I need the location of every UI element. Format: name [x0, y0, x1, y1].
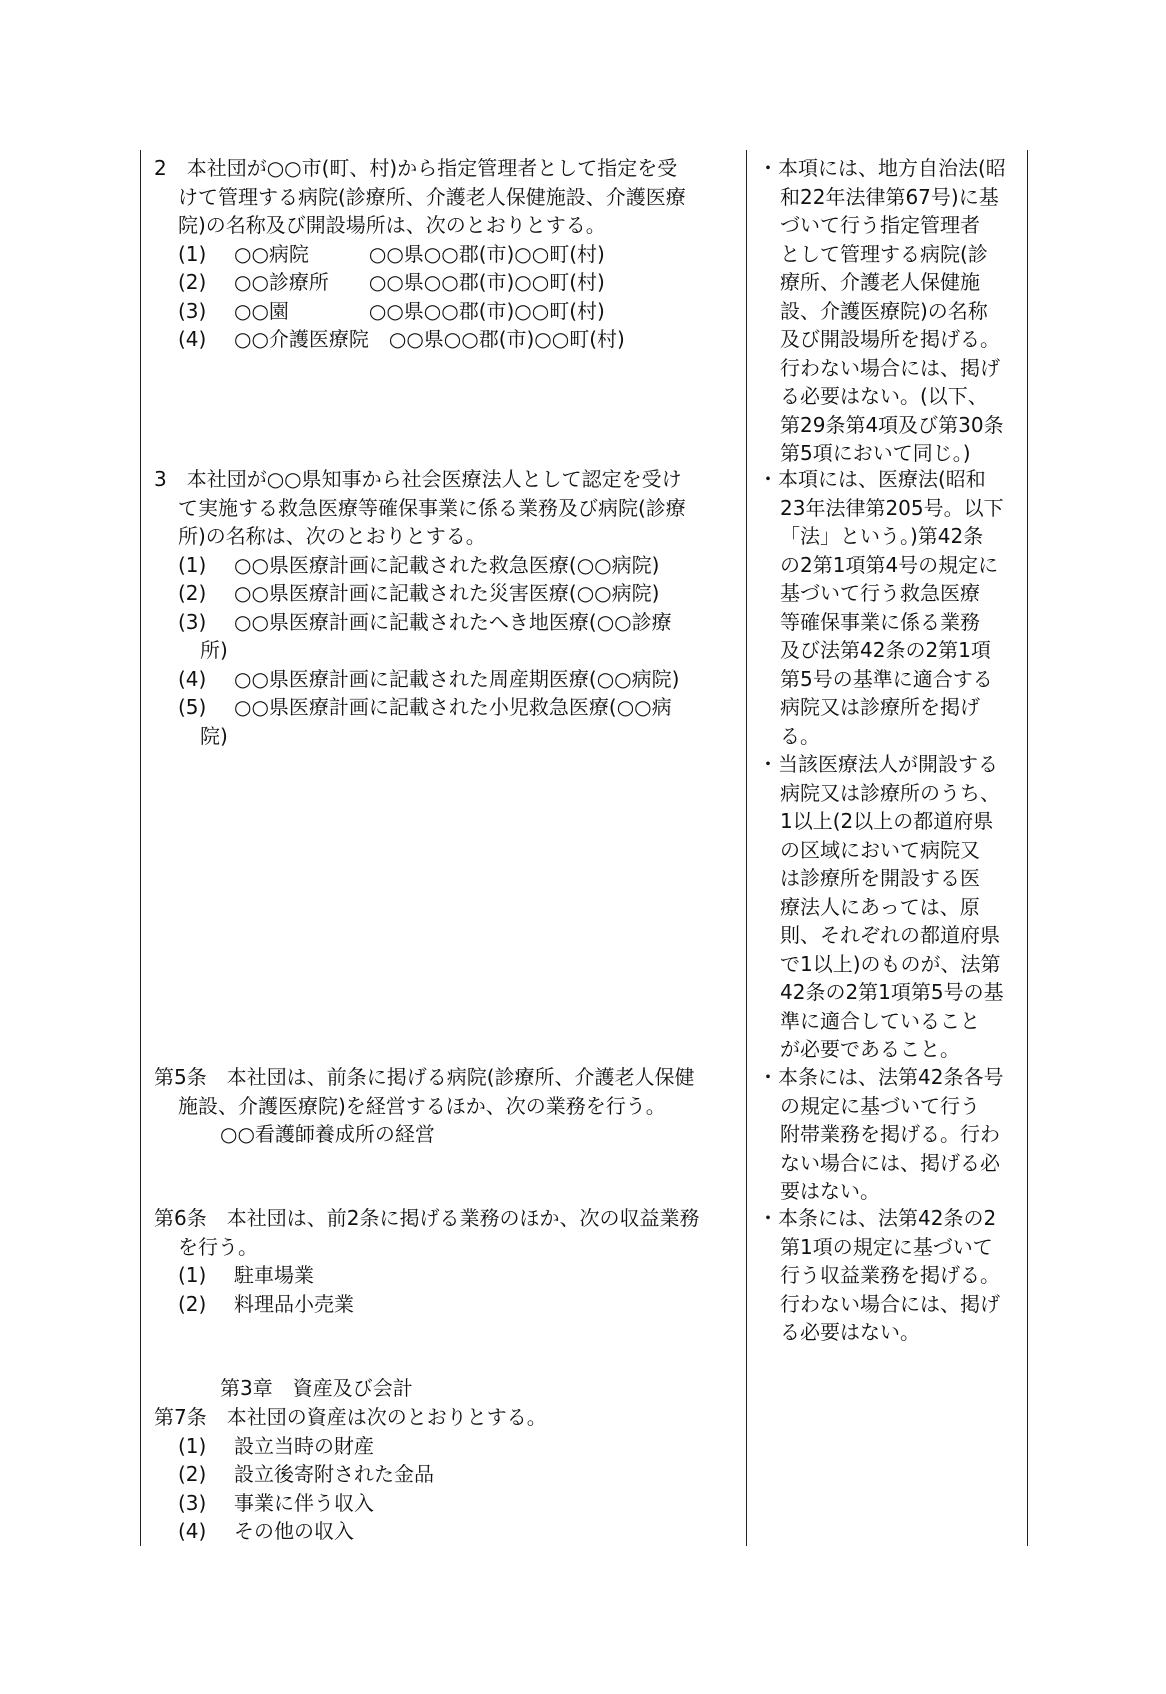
- note-line: 療所、介護老人保健施: [780, 270, 980, 294]
- note-line: 和22年法律第67号)に基: [780, 184, 999, 209]
- note-line: は診療所を開設する医: [780, 866, 980, 890]
- item-number: (1): [178, 552, 207, 577]
- item-number: (1): [178, 1433, 207, 1458]
- note-line: る必要はない。(以下、: [780, 384, 988, 408]
- item-text: ○○県医療計画に記載された災害医療(○○病院): [234, 581, 660, 605]
- item-number: (1): [178, 241, 207, 266]
- item-text: 設立当時の財産: [234, 1433, 374, 1458]
- item-number: (2): [178, 270, 207, 294]
- article5: [154, 1063, 695, 1149]
- article7-item-4: [154, 1517, 547, 1546]
- item-number: (2): [178, 581, 207, 605]
- item-text: ○○病院 ○○県○○郡(市)○○町(村): [234, 241, 605, 266]
- note-line: 及び法第42条の2第1項: [780, 638, 991, 662]
- para2-item-4: [154, 325, 686, 354]
- note-line: ・本項には、医療法(昭和: [758, 467, 986, 491]
- item-text: ○○介護医療院 ○○県○○郡(市)○○町(村): [234, 327, 625, 351]
- note-line: 23年法律第205号。以下: [780, 495, 1004, 520]
- column-divider: [746, 150, 747, 1546]
- note-line: として管理する病院(診: [780, 241, 988, 266]
- item-number: (2): [178, 1462, 207, 1486]
- item-text: ○○園 ○○県○○郡(市)○○町(村): [234, 298, 605, 323]
- item-number: (2): [178, 1291, 207, 1316]
- item-number: (5): [178, 695, 207, 719]
- note-line: る。: [780, 723, 820, 748]
- article6-item-2: [154, 1290, 699, 1319]
- article7-line-1: 第7条 本社団の資産は次のとおりとする。: [154, 1405, 547, 1429]
- para3-item-5-wrap: 院): [200, 723, 228, 748]
- article6-item-1: [154, 1261, 699, 1290]
- note-line: 1以上(2以上の都道府県: [780, 809, 994, 833]
- para3-line-1: 3 本社団が○○県知事から社会医療法人として認定を受け: [154, 467, 682, 491]
- article5-line-1: 第5条 本社団は、前条に掲げる病院(診療所、介護老人保健: [154, 1065, 695, 1089]
- para2-item-1: [154, 240, 686, 269]
- note-line: 行う収益業務を掲げる。: [780, 1263, 1000, 1287]
- item-number: (4): [178, 666, 207, 691]
- article6-line-2: を行う。: [178, 1234, 258, 1259]
- para2-item-2: [154, 268, 686, 297]
- note-line: ・本条には、法第42条の2: [758, 1206, 997, 1230]
- note-line: 「法」という。)第42条: [780, 524, 984, 548]
- article7-item-1: [154, 1432, 547, 1461]
- para2-line-2: けて管理する病院(診療所、介護老人保健施設、介護医療: [178, 184, 686, 209]
- article5-sub-item: ○○看護師養成所の経営: [220, 1122, 435, 1146]
- note-line: の規定に基づいて行う: [780, 1093, 980, 1118]
- note-line: 要はない。: [780, 1179, 880, 1203]
- note-line: ・本条には、法第42条各号: [758, 1065, 1004, 1089]
- note-line: の区域において病院又: [780, 837, 980, 862]
- note-3: [758, 750, 1004, 1064]
- item-text: ○○県医療計画に記載された周産期医療(○○病院): [234, 666, 680, 691]
- note-line: 第29条第4項及び第30条: [780, 412, 1004, 437]
- note-line: 42条の2第1項第5号の基: [780, 980, 1004, 1004]
- note-line: 第5項において同じ。): [780, 441, 971, 465]
- note-line: る必要はない。: [780, 1320, 920, 1344]
- para3-line-2: て実施する救急医療等確保事業に係る業務及び病院(診療: [178, 495, 686, 520]
- item-number: (4): [178, 327, 207, 351]
- para3-item-1: [154, 551, 686, 580]
- para3-item-3: [154, 608, 686, 637]
- article4-para2: [154, 154, 686, 354]
- note-line: ない場合には、掲げる必: [780, 1150, 1000, 1175]
- article7: [154, 1403, 547, 1546]
- note-4: [758, 1063, 1003, 1206]
- note-line: が必要であること。: [780, 1037, 960, 1061]
- note-line: 療法人にあっては、原: [780, 894, 980, 919]
- note-line: 病院又は診療所のうち、: [780, 780, 1000, 805]
- item-text: ○○県医療計画に記載された救急医療(○○病院): [234, 552, 660, 577]
- item-text: その他の収入: [234, 1519, 354, 1543]
- para3-line-3: 所)の名称は、次のとおりとする。: [178, 524, 486, 548]
- article6-line-1: 第6条 本社団は、前2条に掲げる業務のほか、次の収益業務: [154, 1206, 700, 1230]
- note-line: 準に適合していること: [780, 1008, 980, 1033]
- item-number: (3): [178, 1490, 207, 1515]
- note-5: [758, 1204, 1000, 1347]
- item-text: ○○県医療計画に記載された小児救急医療(○○病: [234, 695, 672, 719]
- note-line: 等確保事業に係る業務: [780, 609, 980, 634]
- para2-item-3: [154, 297, 686, 326]
- article6: [154, 1204, 699, 1318]
- note-line: ・当該医療法人が開設する: [758, 752, 998, 776]
- item-text: 設立後寄附された金品: [234, 1462, 434, 1486]
- note-line: 行わない場合には、掲げ: [780, 1291, 1000, 1316]
- note-line: 第5号の基準に適合する: [780, 666, 993, 691]
- article5-line-2: 施設、介護医療院)を経営するほか、次の業務を行う。: [178, 1093, 666, 1118]
- para3-item-2: [154, 579, 686, 608]
- note-line: 第1項の規定に基づいて: [780, 1234, 993, 1259]
- item-number: (4): [178, 1519, 207, 1543]
- note-line: 及び開設場所を掲げる。: [780, 327, 1000, 351]
- item-text: ○○県医療計画に記載されたへき地医療(○○診療: [234, 609, 672, 634]
- note-1: [758, 154, 1006, 468]
- item-text: 事業に伴う収入: [234, 1490, 374, 1515]
- item-number: (3): [178, 298, 207, 323]
- chapter3-heading: 第3章 資産及び会計: [220, 1376, 413, 1400]
- note-line: 則、それぞれの都道府県: [780, 923, 1000, 947]
- article4-para3: [154, 465, 686, 750]
- item-text: 料理品小売業: [234, 1291, 354, 1316]
- article7-item-2: [154, 1460, 547, 1489]
- note-line: 基づいて行う救急医療: [780, 581, 980, 605]
- note-line: 設、介護医療院)の名称: [780, 298, 988, 323]
- note-line: 行わない場合には、掲げ: [780, 355, 1000, 380]
- note-line: ・本項には、地方自治法(昭: [758, 156, 1006, 180]
- note-line: づいて行う指定管理者: [780, 213, 980, 237]
- note-line: で1以上)のものが、法第: [780, 951, 1001, 976]
- note-line: 病院又は診療所を掲げ: [780, 695, 980, 719]
- item-number: (1): [178, 1263, 207, 1287]
- item-text: ○○診療所 ○○県○○郡(市)○○町(村): [234, 270, 605, 294]
- article7-item-3: [154, 1489, 547, 1518]
- item-text: 駐車場業: [234, 1263, 314, 1287]
- note-2: [758, 465, 1004, 750]
- note-line: の2第1項第4号の規定に: [780, 552, 999, 577]
- note-line: 附帯業務を掲げる。行わ: [780, 1122, 1000, 1146]
- para2-line-1: 2 本社団が○○市(町、村)から指定管理者として指定を受: [154, 156, 678, 180]
- para3-item-5: [154, 693, 686, 722]
- item-number: (3): [178, 609, 207, 634]
- para3-item-4: [154, 665, 686, 694]
- para3-item-3-wrap: 所): [200, 638, 228, 662]
- para2-line-3: 院)の名称及び開設場所は、次のとおりとする。: [178, 213, 606, 237]
